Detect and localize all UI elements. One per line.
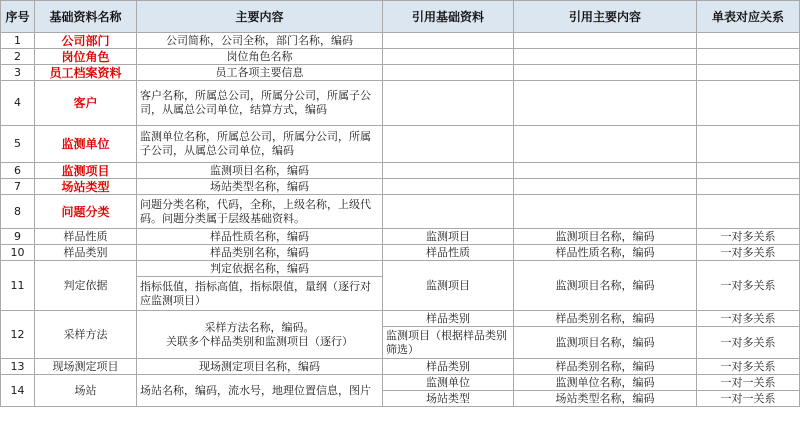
- cell-relation[interactable]: [697, 81, 800, 126]
- cell-name[interactable]: 问题分类: [35, 195, 137, 229]
- cell-relation[interactable]: 一对多关系: [697, 359, 800, 375]
- cell-name[interactable]: 现场测定项目: [35, 359, 137, 375]
- cell-ref[interactable]: [383, 163, 514, 179]
- cell-no[interactable]: 4: [1, 81, 35, 126]
- cell-relation[interactable]: [697, 126, 800, 163]
- cell-ref-content[interactable]: [514, 33, 697, 49]
- cell-name[interactable]: 客户: [35, 81, 137, 126]
- table-row: [1, 163, 800, 179]
- cell-no[interactable]: 9: [1, 229, 35, 245]
- header-row: [1, 1, 800, 33]
- cell-no[interactable]: 13: [1, 359, 35, 375]
- cell-ref-content[interactable]: [514, 81, 697, 126]
- header-content[interactable]: 主要内容: [137, 1, 383, 33]
- cell-relation[interactable]: [697, 49, 800, 65]
- cell-relation[interactable]: [697, 65, 800, 81]
- cell-ref[interactable]: 监测单位: [383, 375, 514, 391]
- table-row: [1, 359, 800, 375]
- cell-name[interactable]: 场站类型: [35, 179, 137, 195]
- cell-content[interactable]: 场站类型名称，编码: [137, 179, 383, 195]
- cell-name[interactable]: 判定依据: [35, 261, 137, 311]
- header-name[interactable]: 基础资料名称: [35, 1, 137, 33]
- table-row: [1, 311, 800, 327]
- cell-ref[interactable]: [383, 49, 514, 65]
- header-relation[interactable]: 单表对应关系: [697, 1, 800, 33]
- cell-relation[interactable]: 一对多关系: [697, 261, 800, 311]
- table-row: [1, 195, 800, 229]
- cell-ref[interactable]: [383, 81, 514, 126]
- cell-ref-content[interactable]: 监测项目名称，编码: [514, 229, 697, 245]
- cell-content[interactable]: 岗位角色名称: [137, 49, 383, 65]
- cell-ref-content[interactable]: 样品类别名称，编码: [514, 359, 697, 375]
- cell-name[interactable]: 监测项目: [35, 163, 137, 179]
- cell-content[interactable]: 监测项目名称，编码: [137, 163, 383, 179]
- cell-ref-content[interactable]: [514, 49, 697, 65]
- cell-name[interactable]: 场站: [35, 375, 137, 407]
- table-row: [1, 375, 800, 391]
- cell-no[interactable]: 6: [1, 163, 35, 179]
- cell-name[interactable]: 采样方法: [35, 311, 137, 359]
- cell-name[interactable]: 公司部门: [35, 33, 137, 49]
- header-no[interactable]: 序号: [1, 1, 35, 33]
- cell-relation[interactable]: 一对多关系: [697, 311, 800, 327]
- cell-no[interactable]: 11: [1, 261, 35, 311]
- cell-name[interactable]: 样品类别: [35, 245, 137, 261]
- cell-ref[interactable]: 场站类型: [383, 391, 514, 407]
- cell-ref-content[interactable]: [514, 179, 697, 195]
- cell-content[interactable]: 监测单位名称，所属总公司，所属分公司，所属子公司，从属总公司单位，编码: [137, 126, 383, 163]
- cell-name[interactable]: 员工档案资料: [35, 65, 137, 81]
- cell-no[interactable]: 2: [1, 49, 35, 65]
- cell-name[interactable]: 监测单位: [35, 126, 137, 163]
- cell-content[interactable]: 样品类别名称，编码: [137, 245, 383, 261]
- cell-content[interactable]: 员工各项主要信息: [137, 65, 383, 81]
- cell-ref-content[interactable]: 监测单位名称，编码: [514, 375, 697, 391]
- table-row: [1, 245, 800, 261]
- cell-no[interactable]: 14: [1, 375, 35, 407]
- cell-ref[interactable]: 监测项目（根据样品类别筛选）: [383, 327, 514, 359]
- table-row: [1, 49, 800, 65]
- cell-relation[interactable]: [697, 179, 800, 195]
- cell-content[interactable]: 样品性质名称，编码: [137, 229, 383, 245]
- table-row: [1, 179, 800, 195]
- cell-no[interactable]: 5: [1, 126, 35, 163]
- table-row: [1, 81, 800, 126]
- cell-ref-content[interactable]: 样品类别名称，编码: [514, 311, 697, 327]
- cell-ref[interactable]: [383, 65, 514, 81]
- cell-no[interactable]: 8: [1, 195, 35, 229]
- cell-content[interactable]: 问题分类名称，代码，全称，上级名称，上级代码。问题分类属于层级基础资料。: [137, 195, 383, 229]
- table-row: [1, 229, 800, 245]
- cell-no[interactable]: 1: [1, 33, 35, 49]
- cell-relation[interactable]: [697, 163, 800, 179]
- cell-content[interactable]: 客户名称，所属总公司，所属分公司，所属子公司，从属总公司单位，结算方式，编码: [137, 81, 383, 126]
- cell-ref[interactable]: [383, 33, 514, 49]
- cell-ref[interactable]: 样品性质: [383, 245, 514, 261]
- table-row: [1, 65, 800, 81]
- cell-ref[interactable]: 监测项目: [383, 229, 514, 245]
- cell-content-line2[interactable]: 指标低值，指标高值，指标限值，量纲（逐行对应监测项目）: [137, 277, 383, 311]
- cell-ref[interactable]: 样品类别: [383, 359, 514, 375]
- header-ref[interactable]: 引用基础资料: [383, 1, 514, 33]
- cell-ref[interactable]: [383, 179, 514, 195]
- cell-relation[interactable]: 一对一关系: [697, 391, 800, 407]
- cell-ref[interactable]: [383, 126, 514, 163]
- cell-ref-content[interactable]: 监测项目名称，编码: [514, 261, 697, 311]
- cell-ref[interactable]: [383, 195, 514, 229]
- table-row: [1, 126, 800, 163]
- cell-relation[interactable]: 一对多关系: [697, 229, 800, 245]
- cell-relation[interactable]: [697, 195, 800, 229]
- header-ref-content[interactable]: 引用主要内容: [514, 1, 697, 33]
- content-line: 采样方法名称，编码。: [204, 320, 315, 334]
- cell-no[interactable]: 7: [1, 179, 35, 195]
- cell-content[interactable]: 场站名称，编码，流水号，地理位置信息，图片: [137, 375, 383, 407]
- table-row: [1, 261, 800, 277]
- table-row: [1, 33, 800, 49]
- cell-content[interactable]: [137, 311, 383, 359]
- cell-ref-content[interactable]: 场站类型名称，编码: [514, 391, 697, 407]
- cell-ref-content[interactable]: [514, 195, 697, 229]
- cell-no[interactable]: 12: [1, 311, 35, 359]
- cell-relation[interactable]: [697, 33, 800, 49]
- cell-ref-content[interactable]: [514, 126, 697, 163]
- content-line: 关联多个样品类别和监测项目（逐行）: [166, 334, 353, 348]
- cell-ref-content[interactable]: 样品性质名称，编码: [514, 245, 697, 261]
- cell-relation[interactable]: 一对多关系: [697, 327, 800, 359]
- cell-name[interactable]: 样品性质: [35, 229, 137, 245]
- cell-content[interactable]: 现场测定项目名称，编码: [137, 359, 383, 375]
- cell-ref-content[interactable]: [514, 65, 697, 81]
- cell-ref[interactable]: 监测项目: [383, 261, 514, 311]
- cell-ref-content[interactable]: 监测项目名称，编码: [514, 327, 697, 359]
- cell-ref-content[interactable]: [514, 163, 697, 179]
- cell-no[interactable]: 10: [1, 245, 35, 261]
- cell-content-line1[interactable]: 判定依据名称，编码: [137, 261, 383, 277]
- cell-name[interactable]: 岗位角色: [35, 49, 137, 65]
- cell-ref[interactable]: 样品类别: [383, 311, 514, 327]
- cell-no[interactable]: 3: [1, 65, 35, 81]
- cell-relation[interactable]: 一对一关系: [697, 375, 800, 391]
- cell-relation[interactable]: 一对多关系: [697, 245, 800, 261]
- cell-content[interactable]: 公司简称，公司全称，部门名称，编码: [137, 33, 383, 49]
